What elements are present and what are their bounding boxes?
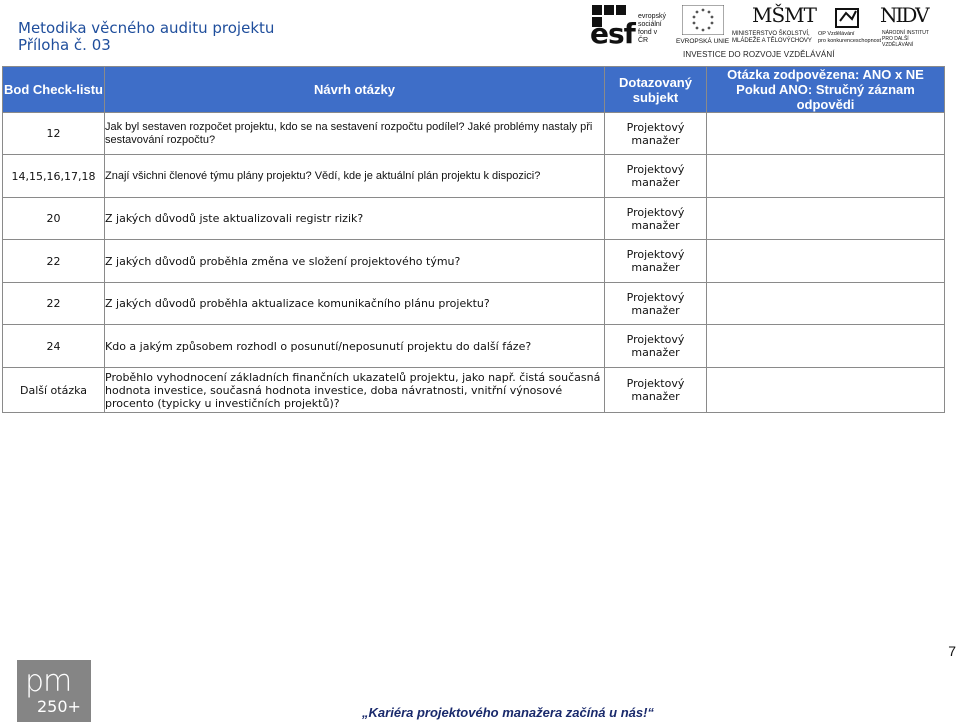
esf-logo (590, 3, 668, 50)
op-logo-graphic (834, 5, 864, 31)
op-caption-2: pro konkurenceschopnost (818, 38, 881, 44)
table-row (3, 240, 945, 283)
op-logo (818, 3, 880, 49)
msmt-logo-text: MŠMT (752, 3, 816, 27)
row-question: Proběhlo vyhodnocení základních finančních ukazatelů projektu, jako např. čistá současná hodnota investice, současná hodnota investice, doba návratnosti, vnitřní výnosové procento (typicky u investičních projektů)? (105, 368, 605, 413)
table-row (3, 325, 945, 368)
msmt-logo (732, 3, 816, 49)
esf-caption-1: evropský (638, 13, 667, 20)
nidv-logo (880, 3, 934, 49)
title-line-1: Metodika věcného auditu projektu (18, 19, 275, 37)
row-subject: Projektový manažer (605, 155, 707, 198)
row-question: Jak byl sestaven rozpočet projektu, kdo se na sestavení rozpočtu podílel? Jaké problémy nastaly při sestavování rozpočtu? (105, 113, 605, 155)
page-number: 7 (948, 643, 956, 659)
row-question: Kdo a jakým způsobem rozhodl o posunutí/neposunutí projektu do další fáze? (105, 325, 605, 368)
row-answer-cell[interactable] (707, 240, 945, 283)
row-answer-cell[interactable] (707, 283, 945, 325)
nidv-logo-text: NIDV (880, 3, 928, 27)
table-row (3, 283, 945, 325)
row-checklist-point: 22 (3, 240, 105, 283)
row-subject: Projektový manažer (605, 325, 707, 368)
header-question: Návrh otázky (105, 67, 605, 113)
nidv-caption-2: PRO DALŠÍ (882, 36, 909, 42)
checklist-table (2, 66, 945, 413)
row-checklist-point: 20 (3, 198, 105, 240)
header-answer: Otázka zodpovězena: ANO x NE Pokud ANO: Stručný záznam odpovědi (707, 67, 945, 113)
footer-slogan-text: „Kariéra projektového manažera začíná u nás!“ (362, 705, 654, 720)
table-row (3, 113, 945, 155)
table-row (3, 198, 945, 240)
eu-logo (676, 3, 732, 49)
row-answer-cell[interactable] (707, 113, 945, 155)
table-header-row (3, 67, 945, 113)
row-answer-cell[interactable] (707, 198, 945, 240)
row-checklist-point: 14,15,16,17,18 (3, 155, 105, 198)
esf-caption-3: fond v ČR (638, 29, 658, 44)
row-subject: Projektový manažer (605, 368, 707, 413)
footer-slogan (0, 705, 960, 720)
row-answer-cell[interactable] (707, 155, 945, 198)
pm-logo-text: pm (25, 664, 72, 699)
row-question: Znají všichni členové týmu plány projektu? Vědí, kde je aktuální plán projektu k dispozici? (105, 155, 605, 198)
row-checklist-point: Další otázka (3, 368, 105, 413)
pm-logo-number: 250+ (37, 697, 81, 716)
row-checklist-point: 12 (3, 113, 105, 155)
row-checklist-point: 24 (3, 325, 105, 368)
msmt-caption-1: MINISTERSTVO ŠKOLSTVÍ, (732, 31, 810, 37)
row-checklist-point: 22 (3, 283, 105, 325)
row-question: Z jakých důvodů proběhla aktualizace komunikačního plánu projektu? (105, 283, 605, 325)
row-question: Z jakých důvodů jste aktualizovali registr rizik? (105, 198, 605, 240)
nidv-caption-1: NÁRODNÍ INSTITUT (882, 30, 929, 36)
row-question: Z jakých důvodů proběhla změna ve složení projektového týmu? (105, 240, 605, 283)
row-subject: Projektový manažer (605, 198, 707, 240)
row-subject: Projektový manažer (605, 283, 707, 325)
invest-caption: INVESTICE DO ROZVOJE VZDĚLÁVÁNÍ (683, 50, 835, 59)
nidv-caption-3: VZDĚLÁVÁNÍ (882, 42, 914, 48)
eu-flag-icon (682, 5, 724, 35)
row-subject: Projektový manažer (605, 113, 707, 155)
title-line-2: Příloha č. 03 (18, 36, 111, 54)
row-answer-cell[interactable] (707, 368, 945, 413)
op-caption-1: OP Vzdělávání (818, 31, 855, 37)
esf-logo-text: esf (590, 17, 635, 50)
table-row (3, 368, 945, 413)
eu-caption: EVROPSKÁ UNIE (676, 38, 730, 45)
row-answer-cell[interactable] (707, 325, 945, 368)
table-row (3, 155, 945, 198)
document-title (18, 20, 274, 54)
row-subject: Projektový manažer (605, 240, 707, 283)
header-checklist-point: Bod Check-listu (3, 67, 105, 113)
header-subject: Dotazovaný subjekt (605, 67, 707, 113)
esf-caption-2: sociální (638, 21, 662, 28)
msmt-caption-2: MLÁDEŽE A TĚLOVÝCHOVY (732, 38, 812, 44)
